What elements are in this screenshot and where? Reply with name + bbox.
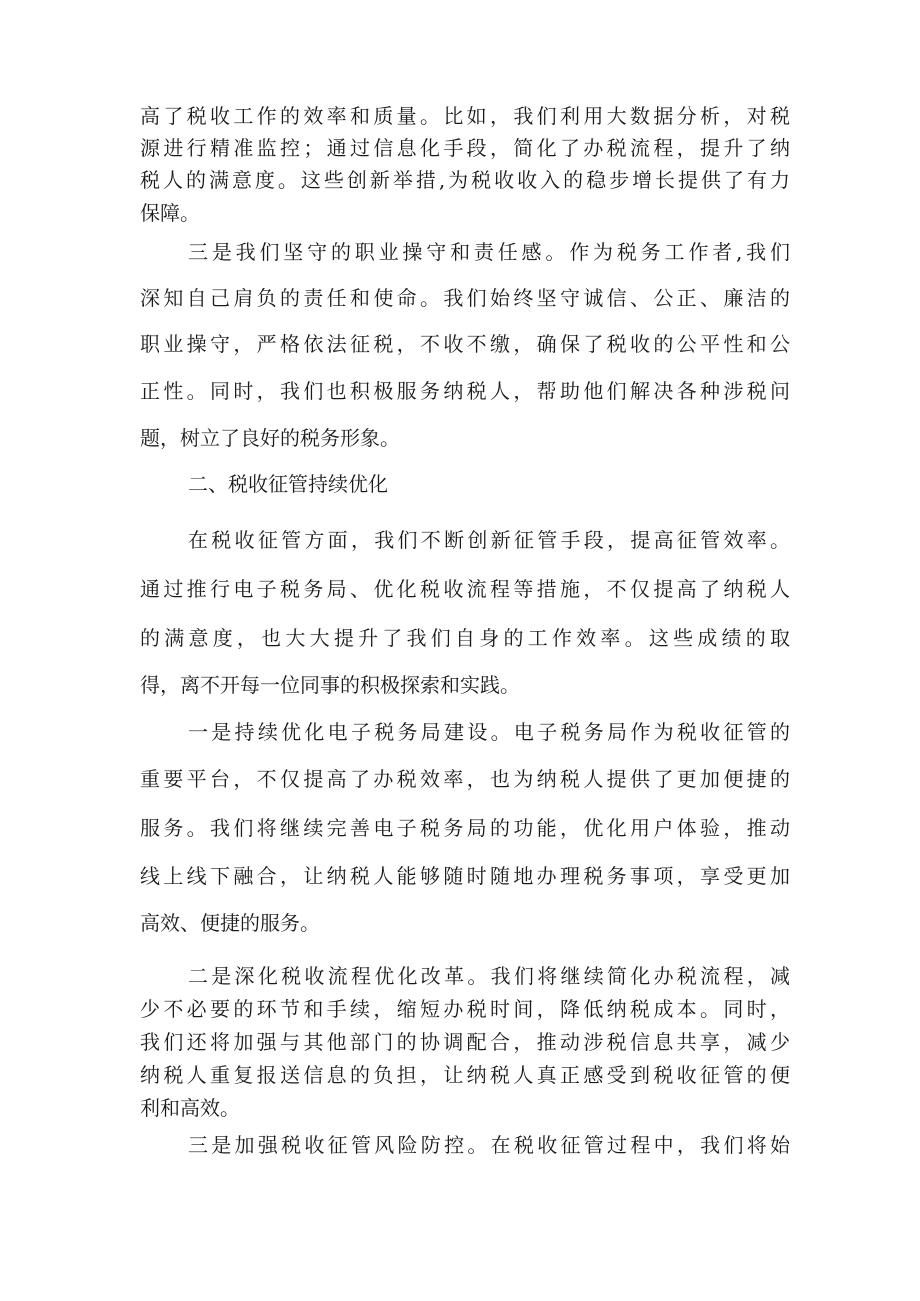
text-line: 少不必要的环节和手续，缩短办税时间，降低纳税成本。同时， bbox=[140, 997, 790, 1021]
paragraph-first-line: 三是我们坚守的职业操守和责任感。作为税务工作者,我们 bbox=[188, 240, 790, 264]
text-line: 线上线下融合，让纳税人能够随时随地办理税务事项，享受更加 bbox=[140, 864, 790, 888]
text-line: 得，离不开每一位同事的积极探索和实践。 bbox=[140, 673, 520, 697]
text-line: 高效、便捷的服务。 bbox=[140, 911, 320, 935]
text-line: 重要平台，不仅提高了办税效率，也为纳税人提供了更加便捷的 bbox=[140, 767, 790, 791]
paragraph-first-line: 在税收征管方面，我们不断创新征管手段，提高征管效率。 bbox=[188, 528, 790, 552]
text-line: 正性。同时，我们也积极服务纳税人，帮助他们解决各种涉税问 bbox=[140, 379, 790, 403]
text-line: 职业操守，严格依法征税，不收不缴，确保了税收的公平性和公 bbox=[140, 332, 790, 356]
text-line: 我们还将加强与其他部门的协调配合，推动涉税信息共享，减少 bbox=[140, 1030, 790, 1054]
text-line: 的满意度，也大大提升了我们自身的工作效率。这些成绩的取 bbox=[140, 626, 790, 650]
text-line: 服务。我们将继续完善电子税务局的功能，优化用户体验，推动 bbox=[140, 816, 790, 840]
text-line: 高了税收工作的效率和质量。比如，我们利用大数据分析，对税 bbox=[140, 104, 790, 128]
paragraph-first-line: 二是深化税收流程优化改革。我们将继续简化办税流程，减 bbox=[188, 964, 790, 988]
paragraph-first-line: 三是加强税收征管风险防控。在税收征管过程中，我们将始 bbox=[188, 1133, 790, 1157]
text-line: 税人的满意度。这些创新举措,为税收收入的稳步增长提供了有力 bbox=[140, 168, 790, 192]
paragraph-first-line: 一是持续优化电子税务局建设。电子税务局作为税收征管的 bbox=[188, 720, 790, 744]
text-line: 通过推行电子税务局、优化税收流程等措施，不仅提高了纳税人 bbox=[140, 577, 790, 601]
text-line: 题，树立了良好的税务形象。 bbox=[140, 426, 400, 450]
text-line: 保障。 bbox=[140, 201, 200, 225]
text-line: 纳税人重复报送信息的负担，让纳税人真正感受到税收征管的便 bbox=[140, 1063, 790, 1087]
section-heading: 二、税收征管持续优化 bbox=[188, 472, 388, 496]
text-line: 源进行精准监控；通过信息化手段，简化了办税流程，提升了纳 bbox=[140, 136, 790, 160]
text-line: 深知自己肩负的责任和使命。我们始终坚守诚信、公正、廉洁的 bbox=[140, 286, 790, 310]
text-line: 利和高效。 bbox=[140, 1096, 240, 1120]
